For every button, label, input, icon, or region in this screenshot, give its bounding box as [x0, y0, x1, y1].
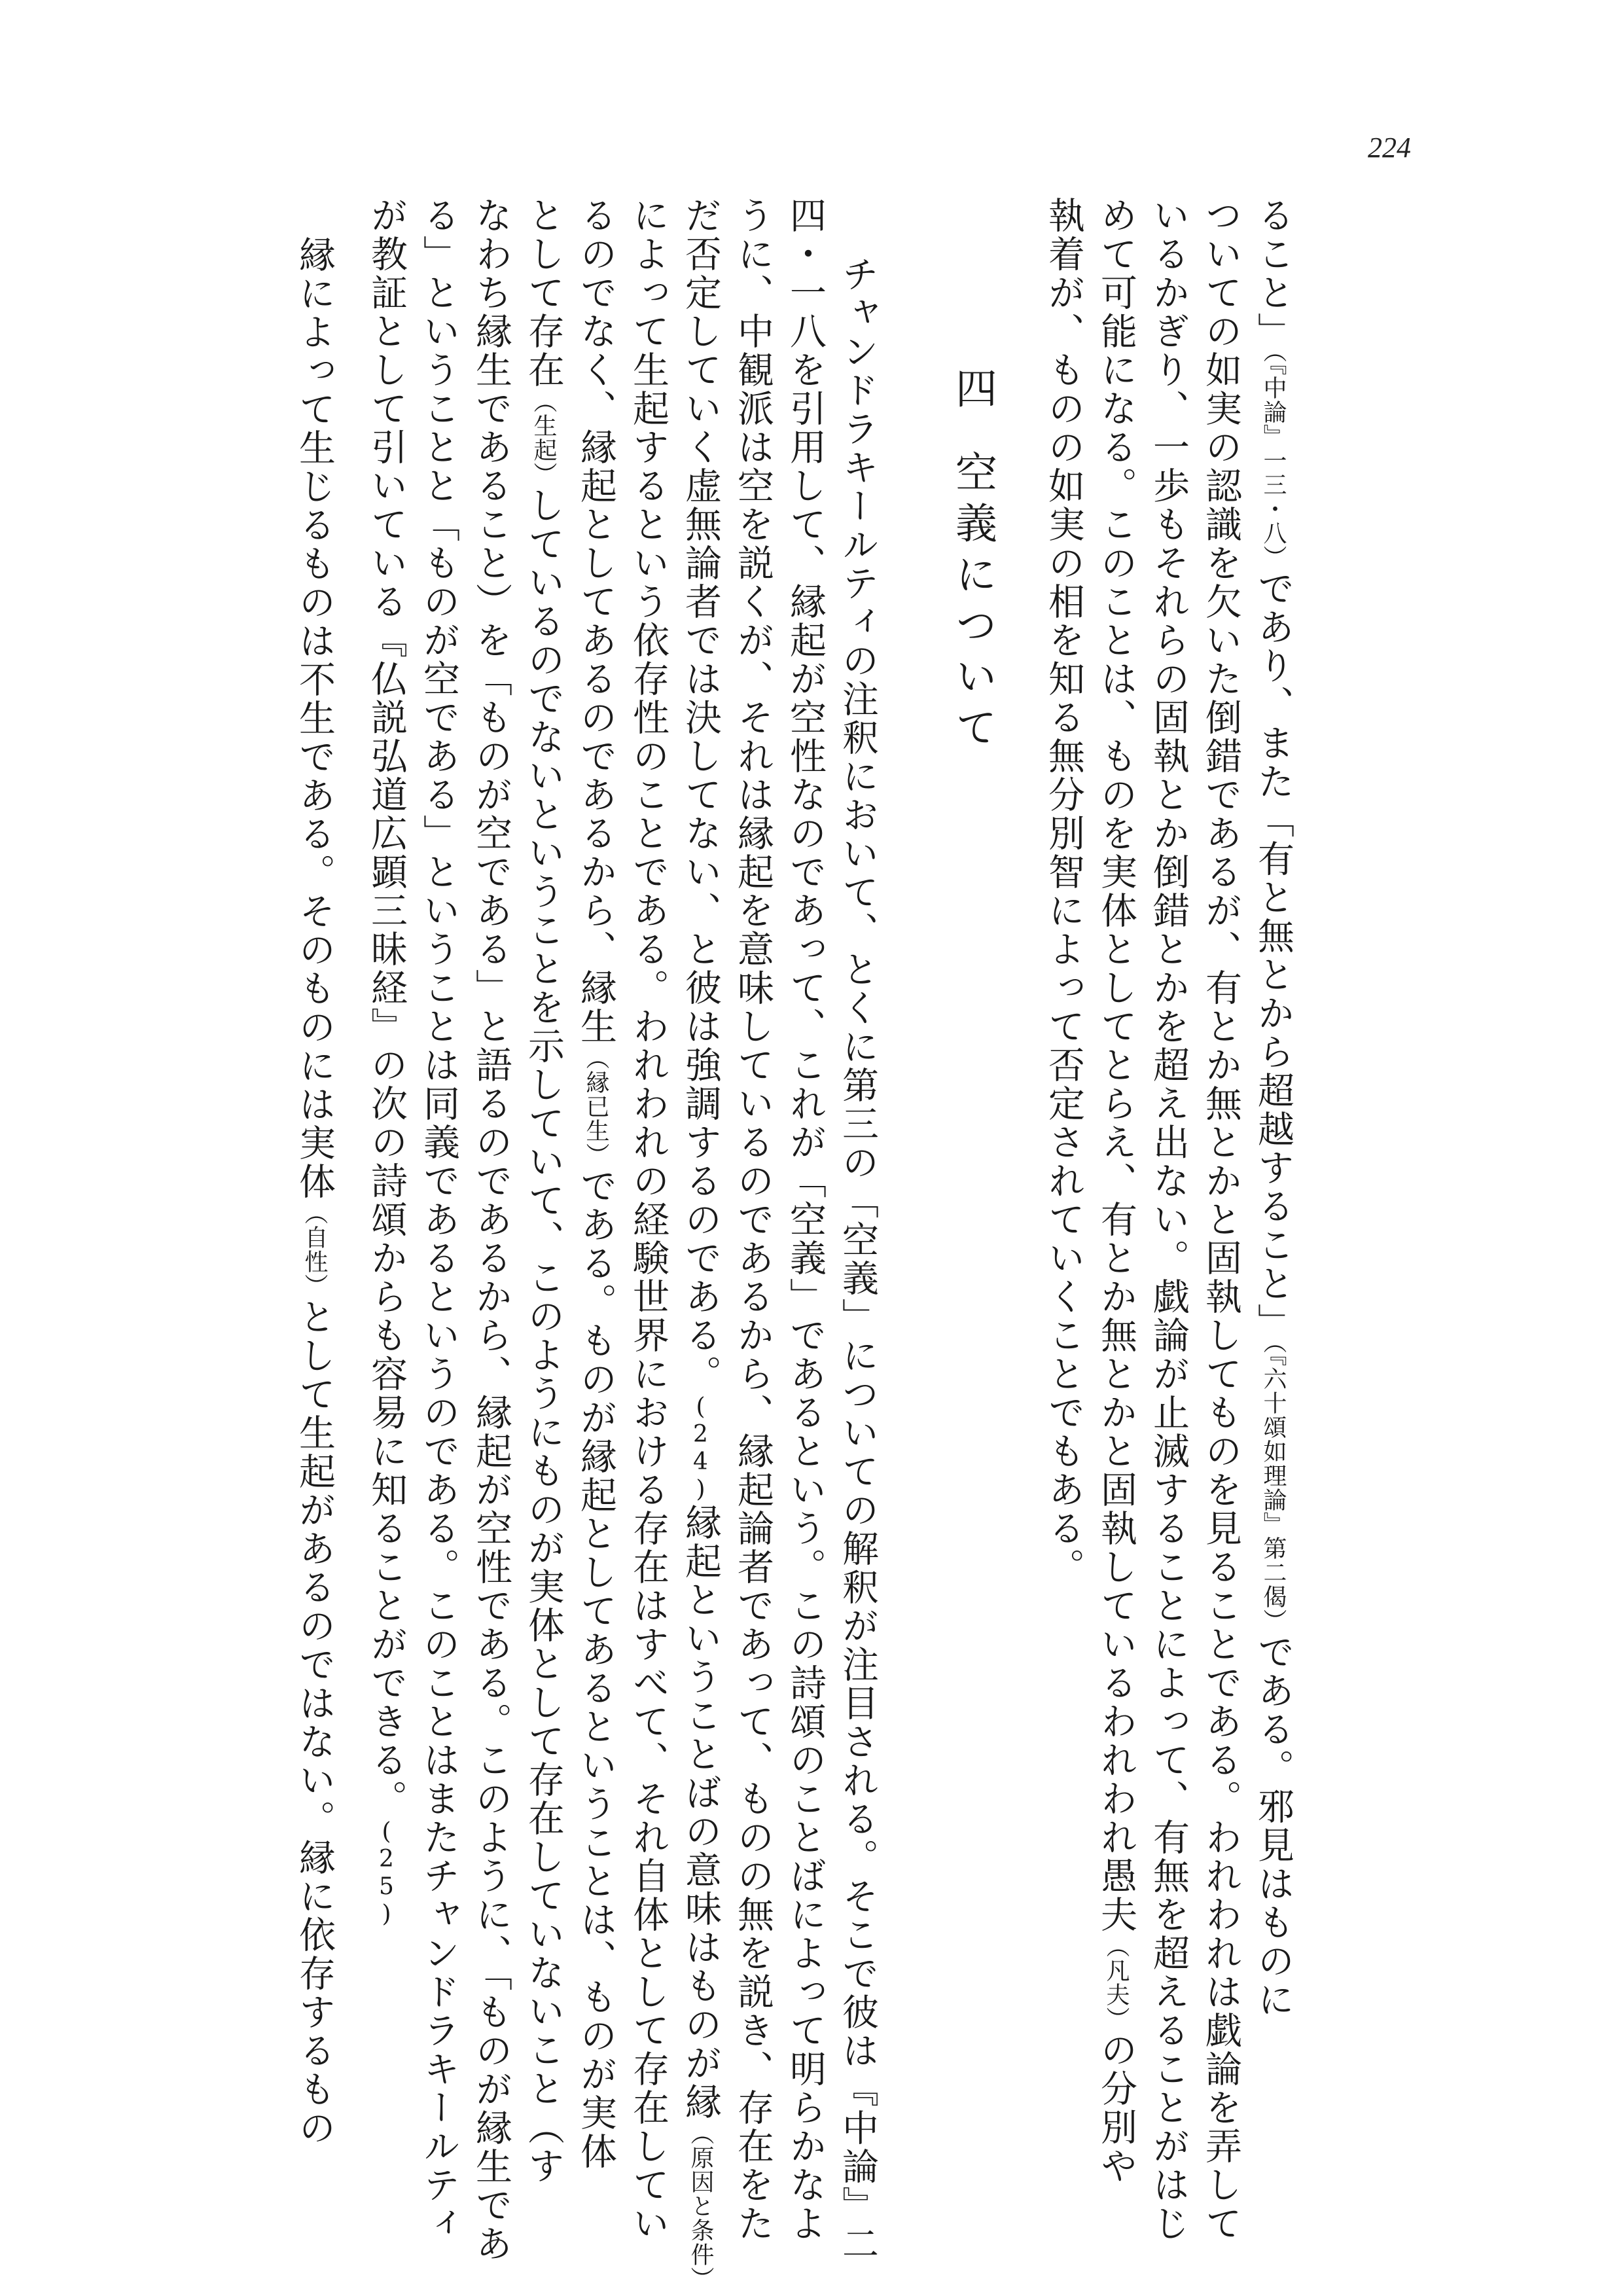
paragraph-line — [1194, 196, 1247, 2243]
section-title: 空義について — [948, 450, 997, 757]
paragraph-line — [622, 196, 674, 2243]
line-text: ついての如実の認識を欠いた倒錯であるが、有とか無とかと固執してものを見ることである。われわれは戯論を弄して — [1200, 196, 1242, 2243]
citation-note: （自性） — [301, 1201, 328, 1298]
paragraph-line — [1090, 196, 1142, 2185]
line-text: うに、中観派は空を説くが、それは縁起を意味しているのであるから、縁起論者であって、ものの無を説き、存在をた — [732, 196, 774, 2243]
paragraph-line — [1142, 196, 1194, 2243]
citation-note: （凡夫） — [1103, 1934, 1130, 2031]
section-number: 四 — [948, 367, 997, 418]
citation-note: （生起） — [530, 389, 557, 486]
paragraph-line — [517, 196, 569, 2185]
line-text: が教証として引いている『仏説弘道広顕三昧経』の次の詩頌からも容易に知ることができる。 — [365, 196, 408, 1818]
line-text: によって生起するという依存性のことである。われわれの経験世界における存在はすべて、それ自体として存在してい — [627, 196, 669, 2243]
page-number: 224 — [1368, 132, 1411, 164]
line-text: として生起があるのではない。縁に依存するもの — [293, 1298, 336, 2147]
line-text: チャンドラキールティの注釈において、とくに第三の「空義」についての解釈が注目される。そこで彼は『中論』二 — [836, 255, 879, 2263]
paragraph-line — [831, 216, 883, 2263]
line-text: めて可能になる。このことは、ものを実体としてとらえ、有とか無とかと固執しているわれわれ愚夫 — [1095, 196, 1137, 1934]
footnote-ref: (25) — [373, 1818, 400, 1928]
citation-note: （原因と条件） — [687, 2121, 714, 2291]
line-text: だ否定していく虚無論者では決してない、と彼は強調するのである。 — [679, 196, 722, 1393]
paragraph-line — [288, 236, 340, 2147]
section-heading — [942, 367, 1003, 757]
line-text: であり、また「有と無とから超越すること」 — [1252, 569, 1294, 1342]
line-text: いるかぎり、一歩もそれらの固執とか倒錯とかを超え出ない。戯論が止滅することによって、有無を超えることがはじ — [1147, 196, 1190, 2243]
line-text: の分別や — [1095, 2031, 1137, 2185]
line-text: として存在 — [522, 196, 565, 389]
paragraph-line — [465, 196, 517, 2263]
citation-note: （縁已生） — [582, 1046, 609, 1167]
line-text: 四・一八を引用して、縁起が空性なのであって、これが「空義」であるという。この詩頌のことばによって明らかなよ — [784, 196, 827, 2243]
line-text: る」ということと「ものが空である」ということは同義であるというのである。このことはまたチャンドラキールティ — [418, 196, 460, 2243]
line-text: るのでなく、縁起としてあるのであるから、縁生 — [575, 196, 617, 1046]
paragraph-line — [569, 196, 622, 2171]
paragraph-line — [1037, 196, 1090, 1587]
line-text: しているのでないということを示していて、このようにものが実体として存在していないこと（す — [522, 486, 565, 2185]
citation-note: （『六十頌如理論』第二偈） — [1260, 1342, 1287, 1633]
line-text: なわち縁生であること）を「ものが空である」と語るのであるから、縁起が空性である。このように、「ものが縁生であ — [470, 196, 512, 2263]
paragraph-line — [1247, 196, 1299, 2019]
paragraph-line — [779, 196, 831, 2243]
line-text: 縁によって生じるものは不生である。そのものには実体 — [293, 236, 336, 1201]
line-text: 縁起ということばの意味はものが縁 — [679, 1503, 722, 2121]
paragraph-line — [726, 196, 779, 2243]
line-text: ること」 — [1252, 196, 1294, 351]
line-text: である。邪見はものに — [1252, 1633, 1294, 2019]
paragraph-line — [360, 196, 412, 1928]
paragraph-line — [412, 196, 465, 2243]
citation-note: （『中論』一三・八） — [1260, 351, 1287, 569]
footnote-ref: (24) — [687, 1393, 714, 1503]
line-text: 執着が、ものの如実の相を知る無分別智によって否定されていくことでもある。 — [1043, 196, 1085, 1587]
paragraph-line — [674, 196, 726, 2291]
line-text: である。ものが縁起としてあるということは、ものが実体 — [575, 1167, 617, 2171]
